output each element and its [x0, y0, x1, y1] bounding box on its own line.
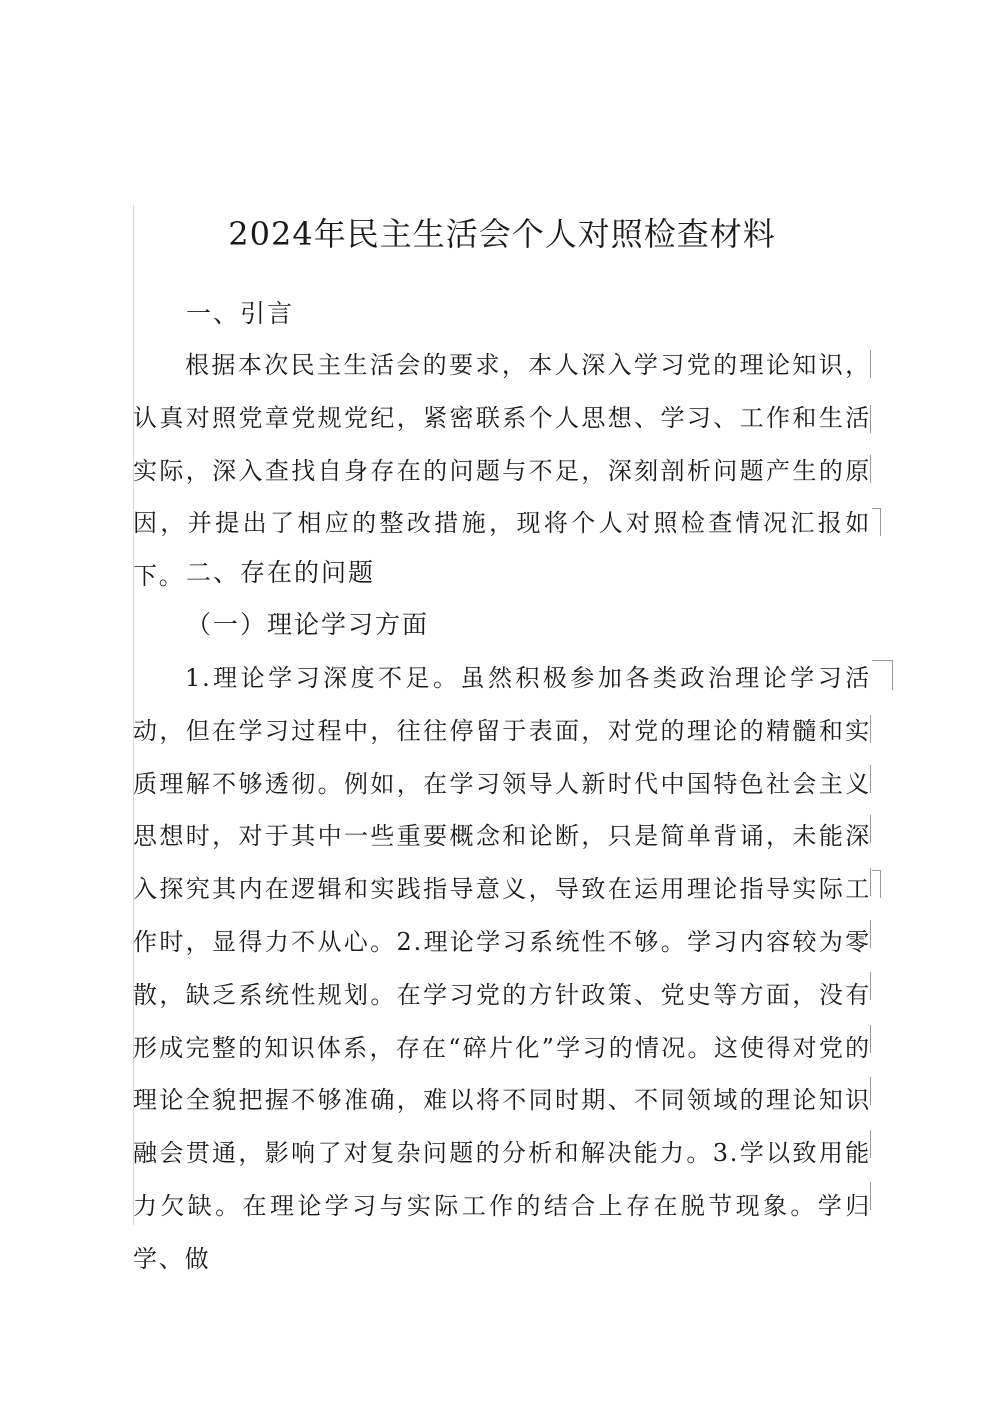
section-heading-problems: 二、存在的问题	[186, 558, 376, 587]
introduction-paragraph: 根据本次民主生活会的要求，本人深入学习党的理论知识，认真对照党章党规党纪，紧密联系个人思想、学习、工作和生活实际，深入查找自身存在的问题与不足，深刻剖析问题产生的原因，并提出了相应的整改措施，现将个人对照检查情况汇报如下。	[133, 351, 871, 591]
right-margin-tick	[872, 870, 880, 871]
right-margin-tick	[872, 508, 880, 509]
theory-study-paragraph: 1.理论学习深度不足。虽然积极参加各类政治理论学习活动，但在学习过程中，往往停留于表面，对党的理论的精髓和实质理解不够透彻。例如，在学习领导人新时代中国特色社会主义思想时，对于其中一些重要概念和论断，只是简单背诵，未能深入探究其内在逻辑和实践指导意义，导致在运用理论指导实际工作时，显得力不从心。2.理论学习系统性不够。学习内容较为零散，缺乏系统性规划。在学习党的方针政策、党史等方面，没有形成完整的知识体系，存在“碎片化”学习的情况。这使得对党的理论全貌把握不够准确，难以将不同时期、不同领域的理论知识融会贯通，影响了对复杂问题的分析和解决能力。3.学以致用能力欠缺。在理论学习与实际工作的结合上存在脱节现象。学归学、做	[133, 664, 871, 1273]
right-margin-tick	[872, 660, 892, 661]
section-heading-introduction: 一、引言	[186, 299, 295, 328]
subsection-heading-theory-study: （一）理论学习方面	[186, 610, 430, 639]
right-margin-mark	[880, 870, 881, 898]
document-title: 2024年民主生活会个人对照检查材料	[228, 215, 776, 253]
right-margin-mark	[880, 508, 881, 536]
right-margin-mark	[892, 660, 893, 690]
